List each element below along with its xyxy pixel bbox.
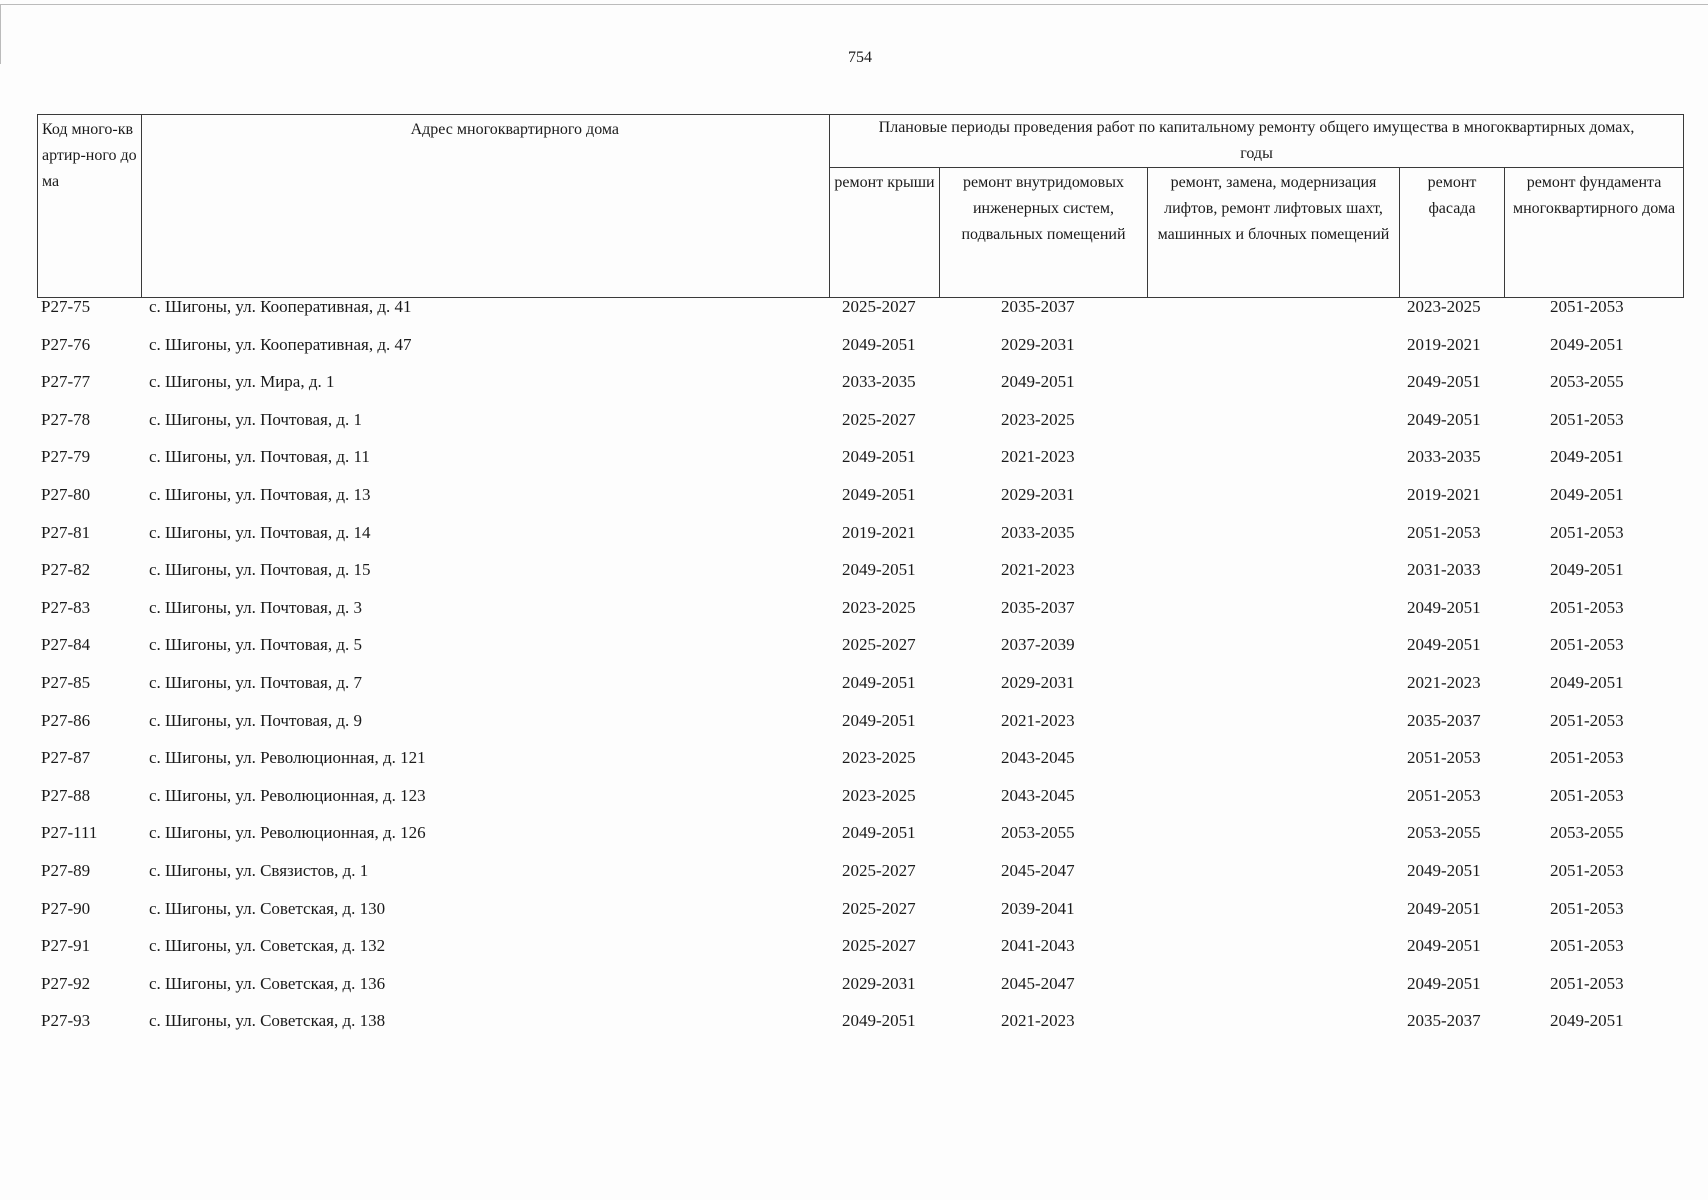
cell-roof: 2025-2027 [842,898,916,918]
cell-facade: 2021-2023 [1407,672,1481,692]
cell-address: с. Шигоны, ул. Почтовая, д. 11 [149,447,370,467]
cell-foundation: 2051-2053 [1550,297,1624,316]
cell-engineering: 2043-2045 [1001,748,1075,768]
cell-code: P27-85 [41,672,91,692]
cell-roof: 2049-2051 [842,710,916,730]
cell-engineering: 2021-2023 [1001,710,1075,730]
cell-address: с. Шигоны, ул. Почтовая, д. 9 [149,710,363,730]
cell-foundation: 2051-2053 [1550,898,1624,918]
table-row [0,518,1708,556]
header-elevators: ремонт, замена, модернизация лифтов, ремонт лифтовых шахт, машинных и блочных помещений [1148,168,1400,298]
cell-code: P27-81 [41,522,91,542]
cell-foundation: 2051-2053 [1550,973,1624,993]
cell-code: P27-82 [41,560,91,580]
cell-roof: 2023-2025 [842,748,916,768]
table-row [0,931,1708,969]
cell-foundation: 2051-2053 [1550,635,1624,655]
cell-code: P27-76 [41,334,91,354]
cell-engineering: 2043-2045 [1001,785,1075,805]
table-body [0,292,1708,1044]
cell-facade: 2049-2051 [1407,597,1481,617]
cell-foundation: 2051-2053 [1550,710,1624,730]
cell-address: с. Шигоны, ул. Почтовая, д. 1 [149,409,363,429]
cell-engineering: 2029-2031 [1001,484,1075,504]
cell-code: P27-75 [41,297,91,316]
cell-code: P27-93 [41,1011,91,1031]
table-row [0,743,1708,781]
cell-foundation: 2051-2053 [1550,597,1624,617]
cell-roof: 2049-2051 [842,560,916,580]
cell-address: с. Шигоны, ул. Революционная, д. 126 [149,823,426,843]
cell-foundation: 2051-2053 [1550,409,1624,429]
cell-code: P27-86 [41,710,91,730]
cell-facade: 2049-2051 [1407,898,1481,918]
cell-address: с. Шигоны, ул. Советская, д. 130 [149,898,386,918]
cell-code: P27-83 [41,597,91,617]
table-row [0,593,1708,631]
cell-address: с. Шигоны, ул. Советская, д. 138 [149,1011,386,1031]
table-row [0,969,1708,1007]
cell-facade: 2033-2035 [1407,447,1481,467]
cell-roof: 2049-2051 [842,823,916,843]
cell-roof: 2023-2025 [842,785,916,805]
cell-roof: 2049-2051 [842,447,916,467]
table-row [0,818,1708,856]
cell-foundation: 2051-2053 [1550,860,1624,880]
cell-engineering: 2029-2031 [1001,334,1075,354]
cell-facade: 2051-2053 [1407,748,1481,768]
header-address [142,115,830,298]
cell-engineering: 2021-2023 [1001,447,1075,467]
cell-code: P27-80 [41,484,91,504]
cell-engineering: 2035-2037 [1001,297,1075,316]
cell-roof: 2025-2027 [842,297,916,316]
table-row [0,706,1708,744]
cell-code: P27-79 [41,447,91,467]
cell-facade: 2053-2055 [1407,823,1481,843]
cell-foundation: 2053-2055 [1550,372,1624,392]
cell-roof: 2025-2027 [842,409,916,429]
cell-facade: 2051-2053 [1407,522,1481,542]
table-row [0,856,1708,894]
cell-roof: 2049-2051 [842,672,916,692]
cell-facade: 2031-2033 [1407,560,1481,580]
header-facade: ремонт фасада [1400,168,1505,298]
cell-address: с. Шигоны, ул. Почтовая, д. 5 [149,635,363,655]
table-row [0,292,1708,330]
table-row [0,668,1708,706]
cell-code: P27-88 [41,785,91,805]
cell-foundation: 2051-2053 [1550,522,1624,542]
cell-address: с. Шигоны, ул. Советская, д. 136 [149,973,386,993]
header-foundation: ремонт фундамента многоквартирного дома [1505,168,1684,298]
cell-address: с. Шигоны, ул. Советская, д. 132 [149,936,386,956]
header-engineering: ремонт внутридомовых инженерных систем, подвальных помещений [940,168,1148,298]
cell-roof: 2019-2021 [842,522,916,542]
cell-roof: 2029-2031 [842,973,916,993]
cell-roof: 2023-2025 [842,597,916,617]
cell-address: с. Шигоны, ул. Кооперативная, д. 41 [149,297,412,316]
cell-engineering: 2053-2055 [1001,823,1075,843]
cell-foundation: 2051-2053 [1550,936,1624,956]
cell-code: P27-90 [41,898,91,918]
cell-facade: 2049-2051 [1407,973,1481,993]
header-periods: Плановые периоды проведения работ по капитальному ремонту общего имущества в многоквартирных домах, годы [830,115,1684,168]
cell-engineering: 2041-2043 [1001,936,1075,956]
cell-engineering: 2045-2047 [1001,973,1075,993]
table-row [0,781,1708,819]
cell-roof: 2033-2035 [842,372,916,392]
page-border-top [0,4,1708,5]
cell-facade: 2051-2053 [1407,785,1481,805]
table-row [0,555,1708,593]
cell-engineering: 2037-2039 [1001,635,1075,655]
header-address-text: Адрес многоквартирного дома [410,121,619,138]
cell-foundation: 2049-2051 [1550,560,1624,580]
cell-code: P27-77 [41,372,91,392]
cell-address: с. Шигоны, ул. Почтовая, д. 13 [149,484,371,504]
cell-roof: 2049-2051 [842,484,916,504]
cell-engineering: 2021-2023 [1001,1011,1075,1031]
cell-code: P27-87 [41,748,91,768]
cell-facade: 2019-2021 [1407,484,1481,504]
cell-roof: 2049-2051 [842,334,916,354]
cell-engineering: 2023-2025 [1001,409,1075,429]
cell-engineering: 2045-2047 [1001,860,1075,880]
table-row [0,894,1708,932]
cell-code: P27-111 [41,823,98,843]
cell-address: с. Шигоны, ул. Почтовая, д. 14 [149,522,371,542]
table-row [0,442,1708,480]
cell-engineering: 2039-2041 [1001,898,1075,918]
cell-foundation: 2053-2055 [1550,823,1624,843]
cell-facade: 2035-2037 [1407,710,1481,730]
cell-address: с. Шигоны, ул. Кооперативная, д. 47 [149,334,412,354]
cell-facade: 2049-2051 [1407,372,1481,392]
cell-roof: 2025-2027 [842,936,916,956]
cell-foundation: 2049-2051 [1550,447,1624,467]
cell-facade: 2049-2051 [1407,635,1481,655]
cell-facade: 2049-2051 [1407,860,1481,880]
cell-facade: 2049-2051 [1407,936,1481,956]
table-row [0,1006,1708,1044]
table-row [0,367,1708,405]
table-header [37,114,1684,298]
cell-roof: 2049-2051 [842,1011,916,1031]
cell-code: P27-78 [41,409,91,429]
cell-address: с. Шигоны, ул. Революционная, д. 121 [149,748,426,768]
cell-code: P27-92 [41,973,91,993]
cell-address: с. Шигоны, ул. Мира, д. 1 [149,372,335,392]
cell-foundation: 2049-2051 [1550,672,1624,692]
cell-facade: 2019-2021 [1407,334,1481,354]
page-number: 754 [848,49,872,66]
cell-code: P27-89 [41,860,91,880]
cell-foundation: 2049-2051 [1550,334,1624,354]
cell-foundation: 2051-2053 [1550,748,1624,768]
cell-facade: 2035-2037 [1407,1011,1481,1031]
cell-engineering: 2035-2037 [1001,597,1075,617]
cell-code: P27-84 [41,635,91,655]
cell-engineering: 2033-2035 [1001,522,1075,542]
table-row [0,630,1708,668]
cell-address: с. Шигоны, ул. Революционная, д. 123 [149,785,426,805]
cell-foundation: 2049-2051 [1550,1011,1624,1031]
table-row [0,405,1708,443]
table-row [0,480,1708,518]
cell-engineering: 2021-2023 [1001,560,1075,580]
cell-roof: 2025-2027 [842,860,916,880]
table-row [0,330,1708,368]
cell-code: P27-91 [41,936,91,956]
cell-foundation: 2049-2051 [1550,484,1624,504]
cell-engineering: 2029-2031 [1001,672,1075,692]
cell-foundation: 2051-2053 [1550,785,1624,805]
header-code: Код много-квартир-ного дома [38,115,142,298]
cell-address: с. Шигоны, ул. Почтовая, д. 15 [149,560,371,580]
cell-address: с. Шигоны, ул. Почтовая, д. 7 [149,672,363,692]
cell-facade: 2023-2025 [1407,297,1481,316]
cell-facade: 2049-2051 [1407,409,1481,429]
cell-address: с. Шигоны, ул. Почтовая, д. 3 [149,597,363,617]
header-roof: ремонт крыши [830,168,940,298]
cell-engineering: 2049-2051 [1001,372,1075,392]
cell-roof: 2025-2027 [842,635,916,655]
cell-address: с. Шигоны, ул. Связистов, д. 1 [149,860,369,880]
